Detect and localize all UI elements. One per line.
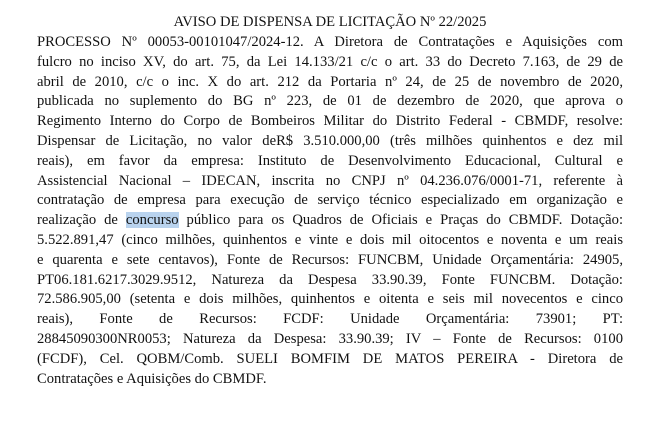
body-line: contratação de empresa para execução de serviço técnico especializado em organização e <box>37 192 623 209</box>
body-line: Assistencial Nacional – IDECAN, inscrita no CNPJ nº 04.236.076/0001-71, referente à <box>37 172 623 189</box>
body-line: 72.586.905,00 (setenta e dois milhões, quinhentos e oitenta e seis mil novecentos e cinco <box>37 291 623 308</box>
body-line: PROCESSO Nº 00053-00101047/2024-12. A Diretora de Contratações e Aquisições com <box>37 34 623 50</box>
notice-body <box>37 33 623 389</box>
body-line: reais), Fonte de Recursos: FCDF: Unidade Orçamentária: 73901; PT: <box>37 311 623 328</box>
body-line: reais), em favor da empresa: Instituto de Desenvolvimento Educacional, Cultural e <box>37 152 623 169</box>
body-line: PT06.181.6217.3029.9512, Natureza da Despesa 33.90.39, Fonte FUNCBM. Dotação: <box>37 271 623 288</box>
body-line: (FCDF), Cel. QOBM/Comb. SUELI BOMFIM DE MATOS PEREIRA - Diretora de <box>37 350 623 367</box>
body-line: 28845090300NR0053; Natureza da Despesa: 33.90.39; IV – Fonte de Recursos: 0100 <box>37 330 623 347</box>
line-text-before: realização de <box>37 212 126 229</box>
body-line: e quarenta e sete centavos), Fonte de Recursos: FUNCBM, Unidade Orçamentária: 24905, <box>37 251 623 268</box>
body-line: publicada no suplemento do BG nº 223, de 01 de dezembro de 2020, que aprova o <box>37 93 623 110</box>
body-line-with-highlight <box>37 211 623 231</box>
body-line: 5.522.891,47 (cinco milhões, quinhentos e vinte e dois mil oitocentos e noventa e um reais <box>37 231 623 248</box>
body-line: Dispensar de Licitação, no valor deR$ 3.510.000,00 (três milhões quinhentos e dez mil <box>37 132 623 149</box>
line-text-after: público para os Quadros de Oficiais e Praças do CBMDF. Dotação: <box>178 212 624 229</box>
body-line: abril de 2010, c/c o inc. X do art. 212 da Portaria nº 24, de 25 de novembro de 2020, <box>37 73 623 90</box>
notice-title: AVISO DE DISPENSA DE LICITAÇÃO Nº 22/2025 <box>173 14 487 30</box>
body-line: fulcro no inciso XV, do art. 75, da Lei 14.133/21 c/c o art. 33 do Decreto 7.163, de 29 de <box>37 53 623 70</box>
notice-document <box>37 12 623 389</box>
body-line-last: Contratações e Aquisições do CBMDF. <box>37 370 267 387</box>
body-line: Regimento Interno do Corpo de Bombeiros Militar do Distrito Federal - CBMDF, resolve: <box>37 113 623 130</box>
highlighted-search-match: concurso <box>125 212 179 229</box>
